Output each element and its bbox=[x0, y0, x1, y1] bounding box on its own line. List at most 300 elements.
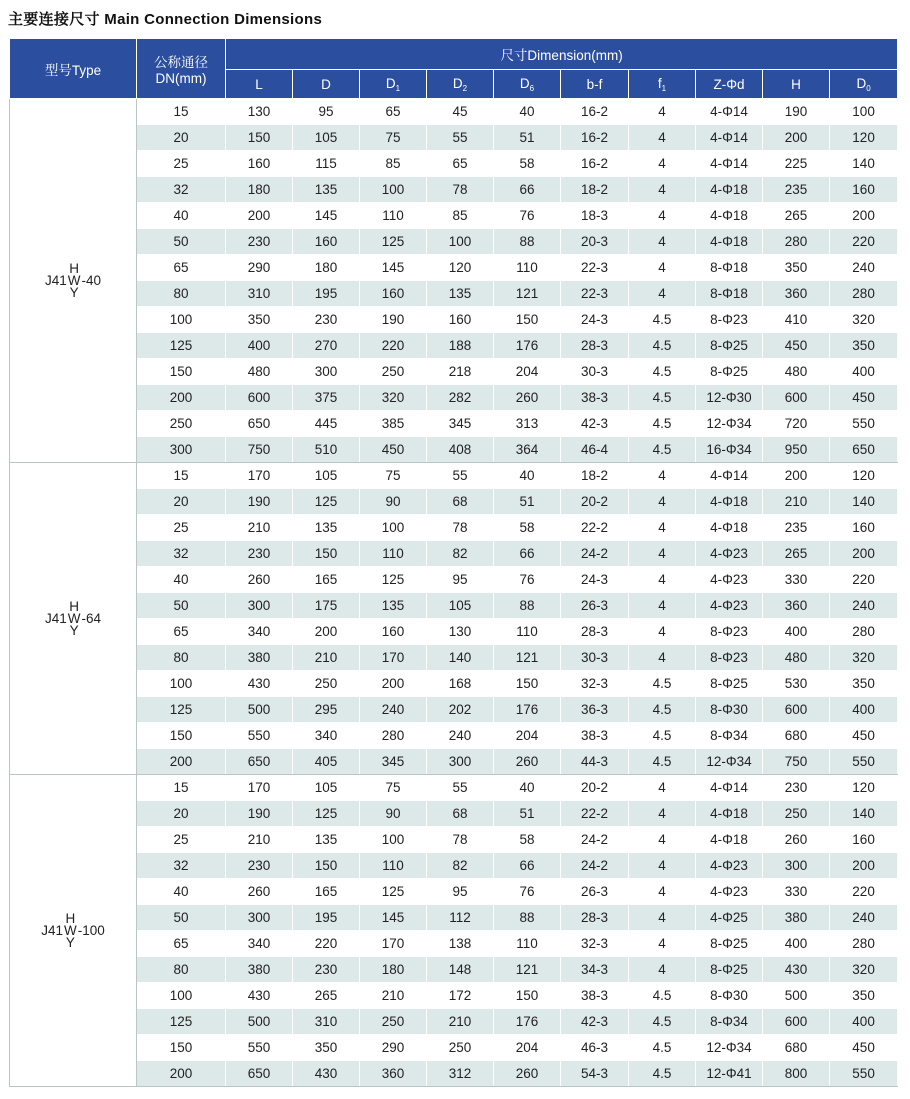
table-cell: 235 bbox=[763, 177, 830, 203]
table-cell: 200 bbox=[830, 853, 898, 879]
table-cell: 16-2 bbox=[561, 99, 629, 125]
column-header-label: L bbox=[255, 76, 263, 92]
model-variants bbox=[64, 910, 77, 950]
table-cell: 172 bbox=[427, 983, 494, 1009]
table-cell: 400 bbox=[763, 619, 830, 645]
table-cell: 120 bbox=[830, 775, 898, 801]
table-cell: 230 bbox=[293, 957, 360, 983]
table-row bbox=[10, 879, 898, 905]
table-row bbox=[10, 177, 898, 203]
table-cell: 350 bbox=[830, 671, 898, 697]
table-cell: 4-Φ18 bbox=[696, 229, 763, 255]
dn-cell: 15 bbox=[137, 99, 226, 125]
table-cell: 160 bbox=[830, 515, 898, 541]
table-cell: 4-Φ18 bbox=[696, 515, 763, 541]
table-cell: 125 bbox=[360, 567, 427, 593]
table-cell: 88 bbox=[494, 229, 561, 255]
table-row bbox=[10, 437, 898, 463]
table-cell: 4.5 bbox=[629, 671, 696, 697]
table-row bbox=[10, 281, 898, 307]
table-cell: 310 bbox=[293, 1009, 360, 1035]
column-header-label: D bbox=[452, 75, 463, 91]
table-cell: 8-Φ34 bbox=[696, 723, 763, 749]
dn-cell: 125 bbox=[137, 1009, 226, 1035]
table-cell: 360 bbox=[763, 593, 830, 619]
table-cell: 188 bbox=[427, 333, 494, 359]
model-prefix: J41 bbox=[44, 611, 67, 626]
table-row bbox=[10, 775, 898, 801]
table-row bbox=[10, 541, 898, 567]
table-cell: 90 bbox=[360, 801, 427, 827]
model-pressure: -100 bbox=[77, 923, 105, 938]
table-cell: 160 bbox=[360, 619, 427, 645]
table-cell: 18-2 bbox=[561, 177, 629, 203]
table-cell: 530 bbox=[763, 671, 830, 697]
table-cell: 202 bbox=[427, 697, 494, 723]
table-cell: 95 bbox=[427, 879, 494, 905]
table-cell: 345 bbox=[360, 749, 427, 775]
dn-cell: 25 bbox=[137, 151, 226, 177]
table-cell: 600 bbox=[226, 385, 293, 411]
table-cell: 76 bbox=[494, 879, 561, 905]
table-cell: 400 bbox=[226, 333, 293, 359]
table-cell: 650 bbox=[226, 411, 293, 437]
table-cell: 290 bbox=[226, 255, 293, 281]
model-variants bbox=[67, 260, 81, 300]
table-cell: 210 bbox=[360, 983, 427, 1009]
dimension-header: 尺寸Dimension(mm) bbox=[226, 39, 898, 70]
table-cell: 300 bbox=[226, 905, 293, 931]
model-variant-w: W bbox=[67, 272, 81, 288]
table-cell: 510 bbox=[293, 437, 360, 463]
table-cell: 75 bbox=[360, 775, 427, 801]
table-cell: 320 bbox=[360, 385, 427, 411]
table-cell: 120 bbox=[427, 255, 494, 281]
table-cell: 105 bbox=[293, 125, 360, 151]
table-cell: 680 bbox=[763, 723, 830, 749]
table-cell: 36-3 bbox=[561, 697, 629, 723]
table-cell: 140 bbox=[830, 801, 898, 827]
table-cell: 4 bbox=[629, 879, 696, 905]
table-cell: 20-2 bbox=[561, 489, 629, 515]
table-cell: 4 bbox=[629, 255, 696, 281]
table-cell: 170 bbox=[360, 645, 427, 671]
dn-cell: 80 bbox=[137, 645, 226, 671]
table-cell: 42-3 bbox=[561, 1009, 629, 1035]
table-cell: 140 bbox=[830, 489, 898, 515]
dn-cell: 200 bbox=[137, 385, 226, 411]
table-cell: 280 bbox=[763, 229, 830, 255]
table-cell: 78 bbox=[427, 827, 494, 853]
table-cell: 320 bbox=[830, 307, 898, 333]
table-cell: 38-3 bbox=[561, 723, 629, 749]
table-cell: 65 bbox=[360, 99, 427, 125]
table-cell: 110 bbox=[360, 203, 427, 229]
table-cell: 240 bbox=[427, 723, 494, 749]
table-cell: 66 bbox=[494, 541, 561, 567]
table-cell: 380 bbox=[226, 645, 293, 671]
table-row bbox=[10, 671, 898, 697]
table-cell: 265 bbox=[763, 541, 830, 567]
table-cell: 200 bbox=[226, 203, 293, 229]
table-cell: 8-Φ30 bbox=[696, 697, 763, 723]
table-cell: 58 bbox=[494, 827, 561, 853]
table-cell: 4 bbox=[629, 853, 696, 879]
table-row bbox=[10, 723, 898, 749]
table-cell: 300 bbox=[293, 359, 360, 385]
table-cell: 385 bbox=[360, 411, 427, 437]
table-cell: 600 bbox=[763, 697, 830, 723]
model-cell bbox=[10, 775, 137, 1087]
table-cell: 190 bbox=[226, 801, 293, 827]
table-cell: 160 bbox=[830, 177, 898, 203]
table-cell: 8-Φ25 bbox=[696, 671, 763, 697]
table-cell: 24-3 bbox=[561, 567, 629, 593]
table-cell: 125 bbox=[293, 801, 360, 827]
table-row bbox=[10, 125, 898, 151]
table-cell: 220 bbox=[830, 229, 898, 255]
table-cell: 680 bbox=[763, 1035, 830, 1061]
table-cell: 4 bbox=[629, 541, 696, 567]
table-cell: 82 bbox=[427, 541, 494, 567]
table-cell: 550 bbox=[226, 723, 293, 749]
column-header-subscript: 2 bbox=[462, 83, 468, 93]
table-row bbox=[10, 645, 898, 671]
dn-cell: 25 bbox=[137, 827, 226, 853]
table-cell: 121 bbox=[494, 281, 561, 307]
table-cell: 115 bbox=[293, 151, 360, 177]
table-cell: 110 bbox=[494, 255, 561, 281]
table-row bbox=[10, 359, 898, 385]
table-cell: 75 bbox=[360, 125, 427, 151]
table-cell: 364 bbox=[494, 437, 561, 463]
table-cell: 42-3 bbox=[561, 411, 629, 437]
column-header bbox=[427, 70, 494, 99]
table-cell: 280 bbox=[360, 723, 427, 749]
table-cell: 280 bbox=[830, 931, 898, 957]
column-header-label: f bbox=[657, 75, 662, 91]
dn-cell: 40 bbox=[137, 879, 226, 905]
table-cell: 125 bbox=[360, 229, 427, 255]
model-variants bbox=[67, 598, 81, 638]
table-cell: 300 bbox=[763, 853, 830, 879]
table-row bbox=[10, 957, 898, 983]
table-row bbox=[10, 853, 898, 879]
table-cell: 204 bbox=[494, 1035, 561, 1061]
dimensions-table bbox=[9, 38, 898, 1087]
model-variant-h: H bbox=[69, 598, 79, 614]
table-cell: 4.5 bbox=[629, 307, 696, 333]
table-cell: 51 bbox=[494, 489, 561, 515]
table-cell: 650 bbox=[226, 1061, 293, 1087]
table-cell: 8-Φ23 bbox=[696, 307, 763, 333]
table-cell: 12-Φ34 bbox=[696, 411, 763, 437]
table-row bbox=[10, 99, 898, 125]
table-cell: 24-3 bbox=[561, 307, 629, 333]
table-cell: 105 bbox=[293, 463, 360, 489]
table-cell: 68 bbox=[427, 489, 494, 515]
table-cell: 40 bbox=[494, 463, 561, 489]
dn-cell: 150 bbox=[137, 1035, 226, 1061]
table-cell: 480 bbox=[226, 359, 293, 385]
table-cell: 4-Φ18 bbox=[696, 203, 763, 229]
table-cell: 12-Φ30 bbox=[696, 385, 763, 411]
table-cell: 130 bbox=[226, 99, 293, 125]
table-cell: 312 bbox=[427, 1061, 494, 1087]
table-cell: 85 bbox=[360, 151, 427, 177]
table-cell: 4-Φ23 bbox=[696, 879, 763, 905]
table-cell: 218 bbox=[427, 359, 494, 385]
column-header bbox=[494, 70, 561, 99]
table-cell: 4.5 bbox=[629, 437, 696, 463]
table-cell: 121 bbox=[494, 645, 561, 671]
table-cell: 500 bbox=[763, 983, 830, 1009]
dn-cell: 50 bbox=[137, 593, 226, 619]
table-cell: 4.5 bbox=[629, 385, 696, 411]
table-cell: 140 bbox=[427, 645, 494, 671]
table-cell: 176 bbox=[494, 333, 561, 359]
model-prefix: J41 bbox=[44, 273, 67, 288]
table-cell: 190 bbox=[763, 99, 830, 125]
table-row bbox=[10, 411, 898, 437]
table-cell: 8-Φ34 bbox=[696, 1009, 763, 1035]
table-cell: 135 bbox=[293, 827, 360, 853]
table-cell: 95 bbox=[293, 99, 360, 125]
table-cell: 750 bbox=[226, 437, 293, 463]
table-cell: 240 bbox=[830, 255, 898, 281]
table-cell: 4 bbox=[629, 151, 696, 177]
table-cell: 34-3 bbox=[561, 957, 629, 983]
table-cell: 88 bbox=[494, 905, 561, 931]
table-cell: 170 bbox=[226, 775, 293, 801]
table-cell: 100 bbox=[830, 99, 898, 125]
table-cell: 4 bbox=[629, 827, 696, 853]
table-cell: 145 bbox=[360, 255, 427, 281]
table-cell: 240 bbox=[830, 905, 898, 931]
table-cell: 165 bbox=[293, 567, 360, 593]
table-cell: 160 bbox=[427, 307, 494, 333]
table-cell: 150 bbox=[494, 671, 561, 697]
table-cell: 68 bbox=[427, 801, 494, 827]
table-cell: 180 bbox=[293, 255, 360, 281]
table-cell: 32-3 bbox=[561, 671, 629, 697]
table-cell: 4 bbox=[629, 515, 696, 541]
table-cell: 310 bbox=[226, 281, 293, 307]
column-header-label: D bbox=[856, 75, 867, 91]
table-cell: 22-2 bbox=[561, 515, 629, 541]
dn-cell: 20 bbox=[137, 489, 226, 515]
table-cell: 450 bbox=[360, 437, 427, 463]
table-cell: 430 bbox=[226, 983, 293, 1009]
table-cell: 170 bbox=[360, 931, 427, 957]
table-cell: 8-Φ18 bbox=[696, 255, 763, 281]
table-cell: 150 bbox=[494, 983, 561, 1009]
table-cell: 350 bbox=[226, 307, 293, 333]
dn-cell: 40 bbox=[137, 567, 226, 593]
table-cell: 220 bbox=[830, 879, 898, 905]
table-cell: 32-3 bbox=[561, 931, 629, 957]
table-cell: 4 bbox=[629, 801, 696, 827]
table-cell: 600 bbox=[763, 385, 830, 411]
table-cell: 300 bbox=[226, 593, 293, 619]
table-cell: 295 bbox=[293, 697, 360, 723]
model-pressure: -64 bbox=[81, 611, 102, 626]
table-cell: 26-3 bbox=[561, 593, 629, 619]
table-cell: 120 bbox=[830, 463, 898, 489]
table-cell: 16-2 bbox=[561, 125, 629, 151]
table-cell: 260 bbox=[494, 385, 561, 411]
table-cell: 76 bbox=[494, 203, 561, 229]
table-cell: 350 bbox=[763, 255, 830, 281]
table-row bbox=[10, 1061, 898, 1087]
table-cell: 290 bbox=[360, 1035, 427, 1061]
table-cell: 165 bbox=[293, 879, 360, 905]
column-header bbox=[696, 70, 763, 99]
table-cell: 4-Φ14 bbox=[696, 463, 763, 489]
table-cell: 78 bbox=[427, 515, 494, 541]
table-cell: 800 bbox=[763, 1061, 830, 1087]
table-row bbox=[10, 255, 898, 281]
table-cell: 120 bbox=[830, 125, 898, 151]
table-cell: 300 bbox=[427, 749, 494, 775]
table-cell: 105 bbox=[427, 593, 494, 619]
table-cell: 175 bbox=[293, 593, 360, 619]
table-cell: 4 bbox=[629, 229, 696, 255]
table-cell: 400 bbox=[763, 931, 830, 957]
table-cell: 12-Φ34 bbox=[696, 749, 763, 775]
table-cell: 40 bbox=[494, 99, 561, 125]
page-title: 主要连接尺寸 Main Connection Dimensions bbox=[8, 11, 323, 28]
table-cell: 66 bbox=[494, 177, 561, 203]
table-cell: 430 bbox=[293, 1061, 360, 1087]
table-cell: 30-3 bbox=[561, 359, 629, 385]
table-cell: 4 bbox=[629, 593, 696, 619]
table-cell: 4.5 bbox=[629, 697, 696, 723]
table-cell: 200 bbox=[293, 619, 360, 645]
table-cell: 4.5 bbox=[629, 1061, 696, 1087]
table-cell: 110 bbox=[360, 541, 427, 567]
table-cell: 720 bbox=[763, 411, 830, 437]
table-row bbox=[10, 151, 898, 177]
table-cell: 190 bbox=[226, 489, 293, 515]
model-label bbox=[44, 598, 102, 638]
table-cell: 4 bbox=[629, 281, 696, 307]
table-cell: 260 bbox=[494, 749, 561, 775]
table-cell: 320 bbox=[830, 645, 898, 671]
table-cell: 121 bbox=[494, 957, 561, 983]
table-cell: 20-3 bbox=[561, 229, 629, 255]
table-cell: 4-Φ14 bbox=[696, 775, 763, 801]
table-cell: 145 bbox=[360, 905, 427, 931]
table-cell: 18-3 bbox=[561, 203, 629, 229]
table-cell: 24-2 bbox=[561, 541, 629, 567]
dn-cell: 32 bbox=[137, 541, 226, 567]
table-cell: 270 bbox=[293, 333, 360, 359]
table-cell: 176 bbox=[494, 1009, 561, 1035]
table-cell: 24-2 bbox=[561, 853, 629, 879]
table-cell: 160 bbox=[226, 151, 293, 177]
table-cell: 430 bbox=[763, 957, 830, 983]
dn-cell: 32 bbox=[137, 177, 226, 203]
table-cell: 408 bbox=[427, 437, 494, 463]
table-cell: 176 bbox=[494, 697, 561, 723]
table-cell: 4-Φ23 bbox=[696, 853, 763, 879]
table-cell: 112 bbox=[427, 905, 494, 931]
table-cell: 195 bbox=[293, 281, 360, 307]
dn-header-line1: 公称通径 bbox=[154, 55, 208, 70]
table-cell: 4-Φ18 bbox=[696, 827, 763, 853]
table-cell: 240 bbox=[360, 697, 427, 723]
table-cell: 250 bbox=[360, 1009, 427, 1035]
table-row bbox=[10, 931, 898, 957]
table-cell: 55 bbox=[427, 125, 494, 151]
dn-header bbox=[137, 39, 226, 99]
column-header bbox=[561, 70, 629, 99]
table-cell: 4.5 bbox=[629, 333, 696, 359]
table-cell: 550 bbox=[830, 411, 898, 437]
table-cell: 4 bbox=[629, 957, 696, 983]
table-cell: 51 bbox=[494, 125, 561, 151]
table-cell: 82 bbox=[427, 853, 494, 879]
table-cell: 22-3 bbox=[561, 255, 629, 281]
table-cell: 340 bbox=[226, 931, 293, 957]
table-cell: 55 bbox=[427, 463, 494, 489]
table-cell: 480 bbox=[763, 359, 830, 385]
table-cell: 135 bbox=[293, 515, 360, 541]
table-cell: 4 bbox=[629, 177, 696, 203]
table-cell: 12-Φ34 bbox=[696, 1035, 763, 1061]
model-variant-y: Y bbox=[65, 934, 75, 950]
dn-cell: 80 bbox=[137, 281, 226, 307]
dn-cell: 20 bbox=[137, 801, 226, 827]
column-header-subscript: 0 bbox=[866, 83, 871, 93]
table-cell: 22-3 bbox=[561, 281, 629, 307]
table-cell: 210 bbox=[293, 645, 360, 671]
table-cell: 250 bbox=[427, 1035, 494, 1061]
table-cell: 100 bbox=[360, 515, 427, 541]
table-cell: 130 bbox=[427, 619, 494, 645]
dn-cell: 100 bbox=[137, 983, 226, 1009]
table-cell: 445 bbox=[293, 411, 360, 437]
table-cell: 180 bbox=[360, 957, 427, 983]
table-cell: 550 bbox=[830, 1061, 898, 1087]
table-cell: 30-3 bbox=[561, 645, 629, 671]
table-cell: 430 bbox=[226, 671, 293, 697]
table-cell: 125 bbox=[293, 489, 360, 515]
table-cell: 410 bbox=[763, 307, 830, 333]
table-cell: 4 bbox=[629, 619, 696, 645]
table-cell: 400 bbox=[830, 1009, 898, 1035]
column-header-label: D bbox=[321, 76, 331, 92]
table-cell: 230 bbox=[763, 775, 830, 801]
table-cell: 22-2 bbox=[561, 801, 629, 827]
table-cell: 85 bbox=[427, 203, 494, 229]
table-cell: 450 bbox=[830, 1035, 898, 1061]
table-cell: 150 bbox=[293, 853, 360, 879]
table-cell: 950 bbox=[763, 437, 830, 463]
table-cell: 150 bbox=[494, 307, 561, 333]
column-header bbox=[830, 70, 898, 99]
table-cell: 4-Φ14 bbox=[696, 125, 763, 151]
table-cell: 350 bbox=[830, 333, 898, 359]
table-cell: 8-Φ23 bbox=[696, 619, 763, 645]
table-cell: 168 bbox=[427, 671, 494, 697]
table-cell: 150 bbox=[293, 541, 360, 567]
table-row bbox=[10, 307, 898, 333]
table-cell: 16-Φ34 bbox=[696, 437, 763, 463]
table-cell: 350 bbox=[830, 983, 898, 1009]
table-cell: 190 bbox=[360, 307, 427, 333]
